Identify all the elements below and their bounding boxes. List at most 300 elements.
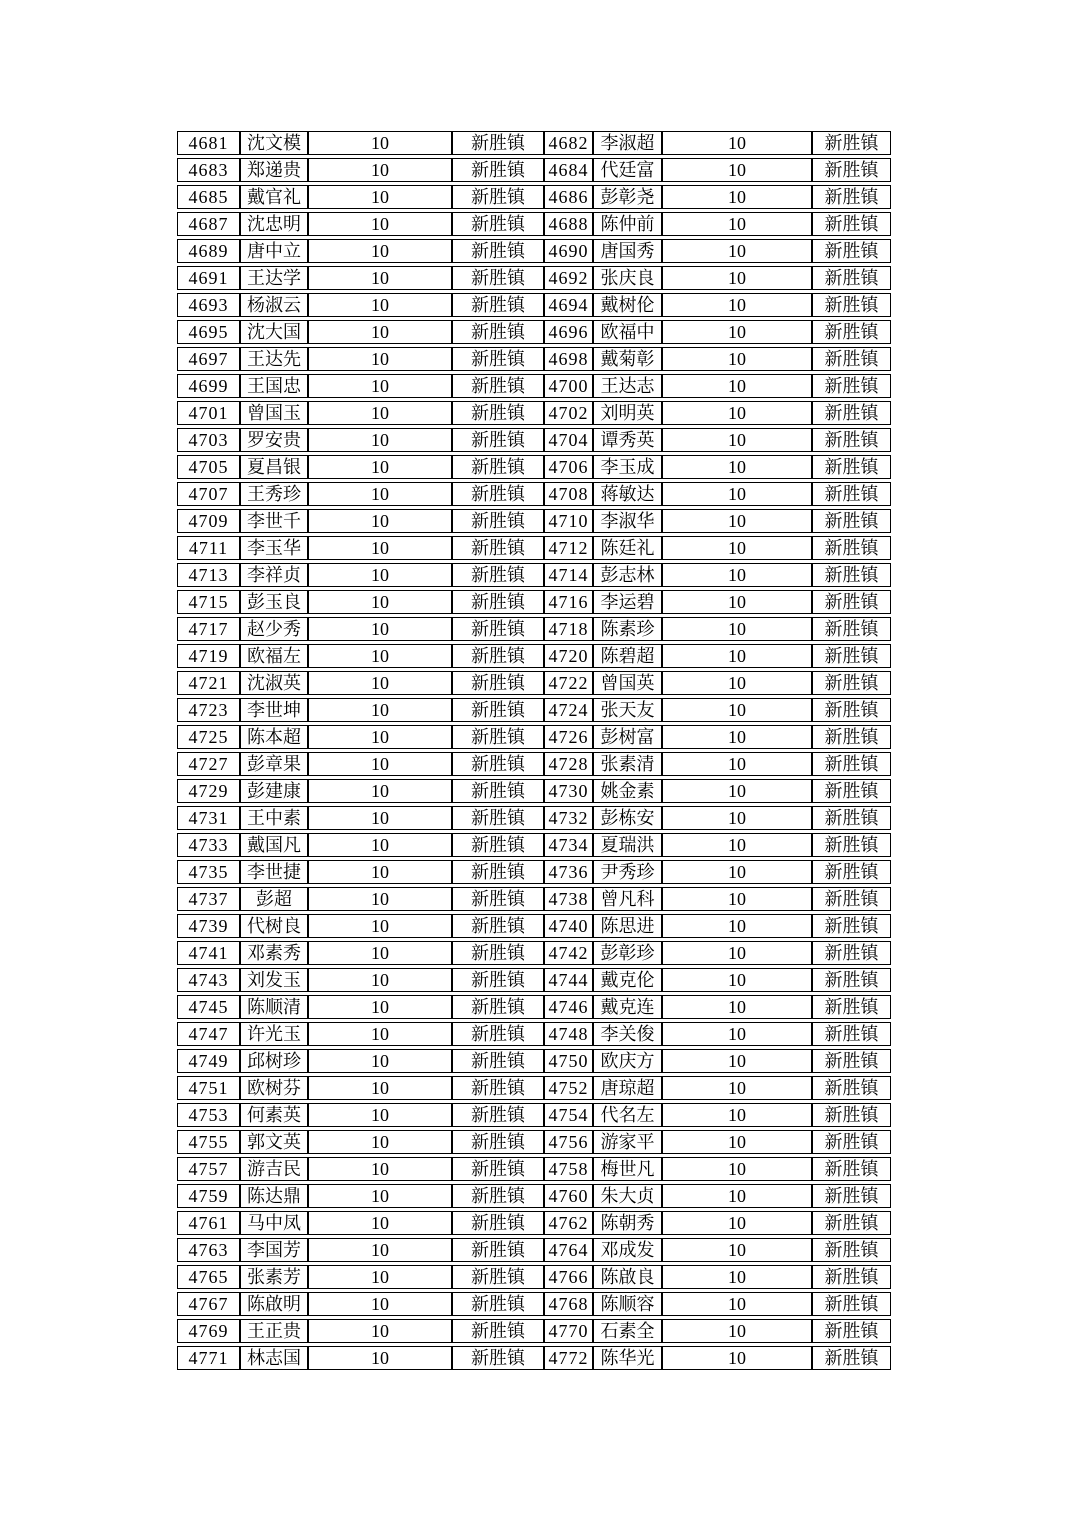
value-cell: 10 [662, 1103, 812, 1127]
table-row [177, 1265, 891, 1289]
table-row [177, 1022, 891, 1046]
id-cell: 4770 [544, 1319, 593, 1343]
town-cell: 新胜镇 [812, 590, 891, 614]
table-row [177, 563, 891, 587]
value-cell: 10 [662, 239, 812, 263]
value-cell: 10 [308, 482, 452, 506]
id-cell: 4696 [544, 320, 593, 344]
id-cell: 4717 [177, 617, 240, 641]
table-row [177, 158, 891, 182]
id-cell: 4713 [177, 563, 240, 587]
town-cell: 新胜镇 [812, 428, 891, 452]
name-cell: 李祥贞 [240, 563, 308, 587]
value-cell: 10 [308, 1292, 452, 1316]
id-cell: 4709 [177, 509, 240, 533]
town-cell: 新胜镇 [812, 1238, 891, 1262]
name-cell: 李玉华 [240, 536, 308, 560]
value-cell: 10 [308, 509, 452, 533]
name-cell: 李关俊 [593, 1022, 662, 1046]
town-cell: 新胜镇 [452, 644, 544, 668]
town-cell: 新胜镇 [812, 779, 891, 803]
table-row [177, 1076, 891, 1100]
id-cell: 4727 [177, 752, 240, 776]
id-cell: 4741 [177, 941, 240, 965]
name-cell: 唐国秀 [593, 239, 662, 263]
id-cell: 4729 [177, 779, 240, 803]
table-row [177, 725, 891, 749]
table-row [177, 914, 891, 938]
name-cell: 游家平 [593, 1130, 662, 1154]
value-cell: 10 [308, 563, 452, 587]
value-cell: 10 [662, 1049, 812, 1073]
town-cell: 新胜镇 [452, 1265, 544, 1289]
id-cell: 4688 [544, 212, 593, 236]
table-row [177, 401, 891, 425]
town-cell: 新胜镇 [452, 1103, 544, 1127]
town-cell: 新胜镇 [452, 482, 544, 506]
town-cell: 新胜镇 [812, 1292, 891, 1316]
town-cell: 新胜镇 [452, 698, 544, 722]
table-row [177, 1238, 891, 1262]
name-cell: 欧福左 [240, 644, 308, 668]
town-cell: 新胜镇 [812, 1319, 891, 1343]
id-cell: 4771 [177, 1346, 240, 1370]
name-cell: 彭树富 [593, 725, 662, 749]
value-cell: 10 [308, 1238, 452, 1262]
town-cell: 新胜镇 [452, 536, 544, 560]
name-cell: 梅世凡 [593, 1157, 662, 1181]
value-cell: 10 [662, 1184, 812, 1208]
id-cell: 4760 [544, 1184, 593, 1208]
value-cell: 10 [308, 374, 452, 398]
name-cell: 张庆良 [593, 266, 662, 290]
value-cell: 10 [308, 158, 452, 182]
town-cell: 新胜镇 [452, 671, 544, 695]
town-cell: 新胜镇 [812, 293, 891, 317]
value-cell: 10 [662, 293, 812, 317]
id-cell: 4743 [177, 968, 240, 992]
id-cell: 4701 [177, 401, 240, 425]
value-cell: 10 [308, 590, 452, 614]
table-row [177, 482, 891, 506]
id-cell: 4724 [544, 698, 593, 722]
town-cell: 新胜镇 [812, 806, 891, 830]
name-cell: 杨淑云 [240, 293, 308, 317]
id-cell: 4687 [177, 212, 240, 236]
id-cell: 4728 [544, 752, 593, 776]
name-cell: 邱树珍 [240, 1049, 308, 1073]
id-cell: 4699 [177, 374, 240, 398]
name-cell: 林志国 [240, 1346, 308, 1370]
value-cell: 10 [308, 1184, 452, 1208]
value-cell: 10 [308, 968, 452, 992]
name-cell: 王秀珍 [240, 482, 308, 506]
name-cell: 朱大贞 [593, 1184, 662, 1208]
id-cell: 4705 [177, 455, 240, 479]
town-cell: 新胜镇 [812, 1049, 891, 1073]
table-row [177, 1184, 891, 1208]
value-cell: 10 [308, 266, 452, 290]
id-cell: 4734 [544, 833, 593, 857]
value-cell: 10 [662, 995, 812, 1019]
value-cell: 10 [308, 941, 452, 965]
name-cell: 彭志林 [593, 563, 662, 587]
table-row [177, 428, 891, 452]
value-cell: 10 [662, 968, 812, 992]
id-cell: 4715 [177, 590, 240, 614]
value-cell: 10 [308, 293, 452, 317]
town-cell: 新胜镇 [452, 1076, 544, 1100]
id-cell: 4706 [544, 455, 593, 479]
name-cell: 郑递贵 [240, 158, 308, 182]
town-cell: 新胜镇 [452, 995, 544, 1019]
value-cell: 10 [662, 725, 812, 749]
name-cell: 李运碧 [593, 590, 662, 614]
town-cell: 新胜镇 [812, 1022, 891, 1046]
value-cell: 10 [308, 779, 452, 803]
name-cell: 李世捷 [240, 860, 308, 884]
table-row [177, 779, 891, 803]
id-cell: 4736 [544, 860, 593, 884]
town-cell: 新胜镇 [812, 995, 891, 1019]
name-cell: 戴国凡 [240, 833, 308, 857]
id-cell: 4762 [544, 1211, 593, 1235]
town-cell: 新胜镇 [452, 401, 544, 425]
town-cell: 新胜镇 [452, 374, 544, 398]
name-cell: 陈顺容 [593, 1292, 662, 1316]
id-cell: 4689 [177, 239, 240, 263]
table-row [177, 1346, 891, 1370]
value-cell: 10 [662, 1319, 812, 1343]
value-cell: 10 [308, 185, 452, 209]
id-cell: 4764 [544, 1238, 593, 1262]
table-row [177, 1103, 891, 1127]
town-cell: 新胜镇 [812, 833, 891, 857]
table-row [177, 671, 891, 695]
town-cell: 新胜镇 [812, 266, 891, 290]
id-cell: 4684 [544, 158, 593, 182]
town-cell: 新胜镇 [452, 833, 544, 857]
town-cell: 新胜镇 [812, 941, 891, 965]
town-cell: 新胜镇 [812, 1157, 891, 1181]
town-cell: 新胜镇 [452, 941, 544, 965]
town-cell: 新胜镇 [812, 1076, 891, 1100]
name-cell: 陈达鼎 [240, 1184, 308, 1208]
id-cell: 4754 [544, 1103, 593, 1127]
id-cell: 4721 [177, 671, 240, 695]
town-cell: 新胜镇 [812, 401, 891, 425]
town-cell: 新胜镇 [452, 509, 544, 533]
id-cell: 4723 [177, 698, 240, 722]
table-row [177, 320, 891, 344]
name-cell: 李淑超 [593, 131, 662, 155]
id-cell: 4737 [177, 887, 240, 911]
value-cell: 10 [662, 131, 812, 155]
name-cell: 彭彰珍 [593, 941, 662, 965]
table-row [177, 536, 891, 560]
name-cell: 陈廷礼 [593, 536, 662, 560]
value-cell: 10 [662, 1130, 812, 1154]
town-cell: 新胜镇 [812, 536, 891, 560]
roster-table-body [177, 131, 891, 1370]
name-cell: 王国忠 [240, 374, 308, 398]
town-cell: 新胜镇 [452, 1049, 544, 1073]
table-row [177, 1211, 891, 1235]
name-cell: 姚金素 [593, 779, 662, 803]
id-cell: 4703 [177, 428, 240, 452]
id-cell: 4769 [177, 1319, 240, 1343]
id-cell: 4759 [177, 1184, 240, 1208]
id-cell: 4695 [177, 320, 240, 344]
name-cell: 彭章果 [240, 752, 308, 776]
name-cell: 唐琼超 [593, 1076, 662, 1100]
town-cell: 新胜镇 [452, 725, 544, 749]
town-cell: 新胜镇 [812, 563, 891, 587]
town-cell: 新胜镇 [812, 1211, 891, 1235]
id-cell: 4714 [544, 563, 593, 587]
value-cell: 10 [662, 752, 812, 776]
value-cell: 10 [662, 1238, 812, 1262]
town-cell: 新胜镇 [452, 1238, 544, 1262]
table-row [177, 806, 891, 830]
id-cell: 4700 [544, 374, 593, 398]
town-cell: 新胜镇 [812, 725, 891, 749]
value-cell: 10 [662, 1346, 812, 1370]
town-cell: 新胜镇 [812, 698, 891, 722]
table-row [177, 698, 891, 722]
value-cell: 10 [662, 941, 812, 965]
name-cell: 陈思进 [593, 914, 662, 938]
id-cell: 4682 [544, 131, 593, 155]
value-cell: 10 [662, 806, 812, 830]
value-cell: 10 [662, 779, 812, 803]
town-cell: 新胜镇 [452, 239, 544, 263]
value-cell: 10 [308, 1076, 452, 1100]
table-row [177, 968, 891, 992]
name-cell: 谭秀英 [593, 428, 662, 452]
value-cell: 10 [308, 1157, 452, 1181]
name-cell: 代树良 [240, 914, 308, 938]
town-cell: 新胜镇 [812, 131, 891, 155]
town-cell: 新胜镇 [452, 968, 544, 992]
value-cell: 10 [308, 860, 452, 884]
id-cell: 4761 [177, 1211, 240, 1235]
town-cell: 新胜镇 [812, 1130, 891, 1154]
town-cell: 新胜镇 [452, 1130, 544, 1154]
value-cell: 10 [662, 833, 812, 857]
id-cell: 4749 [177, 1049, 240, 1073]
name-cell: 许光玉 [240, 1022, 308, 1046]
town-cell: 新胜镇 [452, 1184, 544, 1208]
name-cell: 代廷富 [593, 158, 662, 182]
id-cell: 4708 [544, 482, 593, 506]
town-cell: 新胜镇 [812, 644, 891, 668]
name-cell: 陈啟良 [593, 1265, 662, 1289]
id-cell: 4725 [177, 725, 240, 749]
name-cell: 张天友 [593, 698, 662, 722]
name-cell: 尹秀珍 [593, 860, 662, 884]
name-cell: 彭彰尧 [593, 185, 662, 209]
id-cell: 4731 [177, 806, 240, 830]
town-cell: 新胜镇 [452, 1319, 544, 1343]
town-cell: 新胜镇 [452, 185, 544, 209]
value-cell: 10 [308, 1211, 452, 1235]
value-cell: 10 [308, 212, 452, 236]
id-cell: 4686 [544, 185, 593, 209]
town-cell: 新胜镇 [452, 860, 544, 884]
name-cell: 陈朝秀 [593, 1211, 662, 1235]
value-cell: 10 [308, 617, 452, 641]
table-row [177, 509, 891, 533]
name-cell: 李世千 [240, 509, 308, 533]
value-cell: 10 [662, 401, 812, 425]
value-cell: 10 [308, 1022, 452, 1046]
town-cell: 新胜镇 [812, 374, 891, 398]
value-cell: 10 [662, 644, 812, 668]
id-cell: 4755 [177, 1130, 240, 1154]
town-cell: 新胜镇 [812, 1346, 891, 1370]
name-cell: 游吉民 [240, 1157, 308, 1181]
name-cell: 李玉成 [593, 455, 662, 479]
id-cell: 4739 [177, 914, 240, 938]
table-row [177, 644, 891, 668]
value-cell: 10 [308, 536, 452, 560]
id-cell: 4683 [177, 158, 240, 182]
id-cell: 4730 [544, 779, 593, 803]
town-cell: 新胜镇 [452, 887, 544, 911]
value-cell: 10 [308, 644, 452, 668]
name-cell: 王达志 [593, 374, 662, 398]
table-row [177, 1049, 891, 1073]
table-row [177, 374, 891, 398]
table-row [177, 455, 891, 479]
value-cell: 10 [308, 1103, 452, 1127]
id-cell: 4707 [177, 482, 240, 506]
town-cell: 新胜镇 [812, 185, 891, 209]
name-cell: 夏昌银 [240, 455, 308, 479]
id-cell: 4748 [544, 1022, 593, 1046]
name-cell: 陈仲前 [593, 212, 662, 236]
name-cell: 彭建康 [240, 779, 308, 803]
town-cell: 新胜镇 [812, 752, 891, 776]
id-cell: 4765 [177, 1265, 240, 1289]
table-row [177, 995, 891, 1019]
town-cell: 新胜镇 [452, 212, 544, 236]
value-cell: 10 [662, 509, 812, 533]
town-cell: 新胜镇 [452, 1022, 544, 1046]
town-cell: 新胜镇 [452, 428, 544, 452]
value-cell: 10 [308, 995, 452, 1019]
town-cell: 新胜镇 [452, 131, 544, 155]
id-cell: 4745 [177, 995, 240, 1019]
id-cell: 4719 [177, 644, 240, 668]
town-cell: 新胜镇 [452, 752, 544, 776]
town-cell: 新胜镇 [812, 617, 891, 641]
table-row [177, 266, 891, 290]
name-cell: 沈淑英 [240, 671, 308, 695]
name-cell: 戴菊彰 [593, 347, 662, 371]
name-cell: 戴克连 [593, 995, 662, 1019]
value-cell: 10 [662, 320, 812, 344]
value-cell: 10 [662, 536, 812, 560]
value-cell: 10 [308, 1130, 452, 1154]
id-cell: 4752 [544, 1076, 593, 1100]
name-cell: 陈碧超 [593, 644, 662, 668]
value-cell: 10 [308, 1346, 452, 1370]
value-cell: 10 [308, 320, 452, 344]
name-cell: 曾凡科 [593, 887, 662, 911]
value-cell: 10 [662, 563, 812, 587]
name-cell: 陈本超 [240, 725, 308, 749]
id-cell: 4720 [544, 644, 593, 668]
name-cell: 邓素秀 [240, 941, 308, 965]
value-cell: 10 [308, 1265, 452, 1289]
id-cell: 4692 [544, 266, 593, 290]
table-row [177, 752, 891, 776]
id-cell: 4766 [544, 1265, 593, 1289]
value-cell: 10 [662, 158, 812, 182]
value-cell: 10 [662, 617, 812, 641]
value-cell: 10 [308, 914, 452, 938]
value-cell: 10 [662, 1157, 812, 1181]
table-row [177, 833, 891, 857]
table-row [177, 131, 891, 155]
id-cell: 4750 [544, 1049, 593, 1073]
town-cell: 新胜镇 [812, 320, 891, 344]
id-cell: 4767 [177, 1292, 240, 1316]
id-cell: 4712 [544, 536, 593, 560]
town-cell: 新胜镇 [452, 779, 544, 803]
table-row [177, 1292, 891, 1316]
value-cell: 10 [308, 698, 452, 722]
town-cell: 新胜镇 [812, 1265, 891, 1289]
town-cell: 新胜镇 [812, 509, 891, 533]
value-cell: 10 [662, 590, 812, 614]
value-cell: 10 [308, 239, 452, 263]
id-cell: 4758 [544, 1157, 593, 1181]
id-cell: 4747 [177, 1022, 240, 1046]
table-row [177, 1319, 891, 1343]
name-cell: 沈文模 [240, 131, 308, 155]
town-cell: 新胜镇 [452, 266, 544, 290]
town-cell: 新胜镇 [812, 1103, 891, 1127]
name-cell: 欧树芬 [240, 1076, 308, 1100]
value-cell: 10 [662, 1265, 812, 1289]
name-cell: 陈顺清 [240, 995, 308, 1019]
id-cell: 4733 [177, 833, 240, 857]
value-cell: 10 [308, 455, 452, 479]
town-cell: 新胜镇 [452, 293, 544, 317]
name-cell: 刘发玉 [240, 968, 308, 992]
town-cell: 新胜镇 [452, 1211, 544, 1235]
value-cell: 10 [308, 428, 452, 452]
value-cell: 10 [662, 1211, 812, 1235]
id-cell: 4772 [544, 1346, 593, 1370]
name-cell: 王达先 [240, 347, 308, 371]
value-cell: 10 [662, 1076, 812, 1100]
name-cell: 石素全 [593, 1319, 662, 1343]
value-cell: 10 [308, 833, 452, 857]
town-cell: 新胜镇 [452, 1157, 544, 1181]
town-cell: 新胜镇 [812, 212, 891, 236]
value-cell: 10 [308, 131, 452, 155]
town-cell: 新胜镇 [452, 563, 544, 587]
value-cell: 10 [662, 1022, 812, 1046]
id-cell: 4740 [544, 914, 593, 938]
id-cell: 4763 [177, 1238, 240, 1262]
value-cell: 10 [662, 860, 812, 884]
id-cell: 4768 [544, 1292, 593, 1316]
